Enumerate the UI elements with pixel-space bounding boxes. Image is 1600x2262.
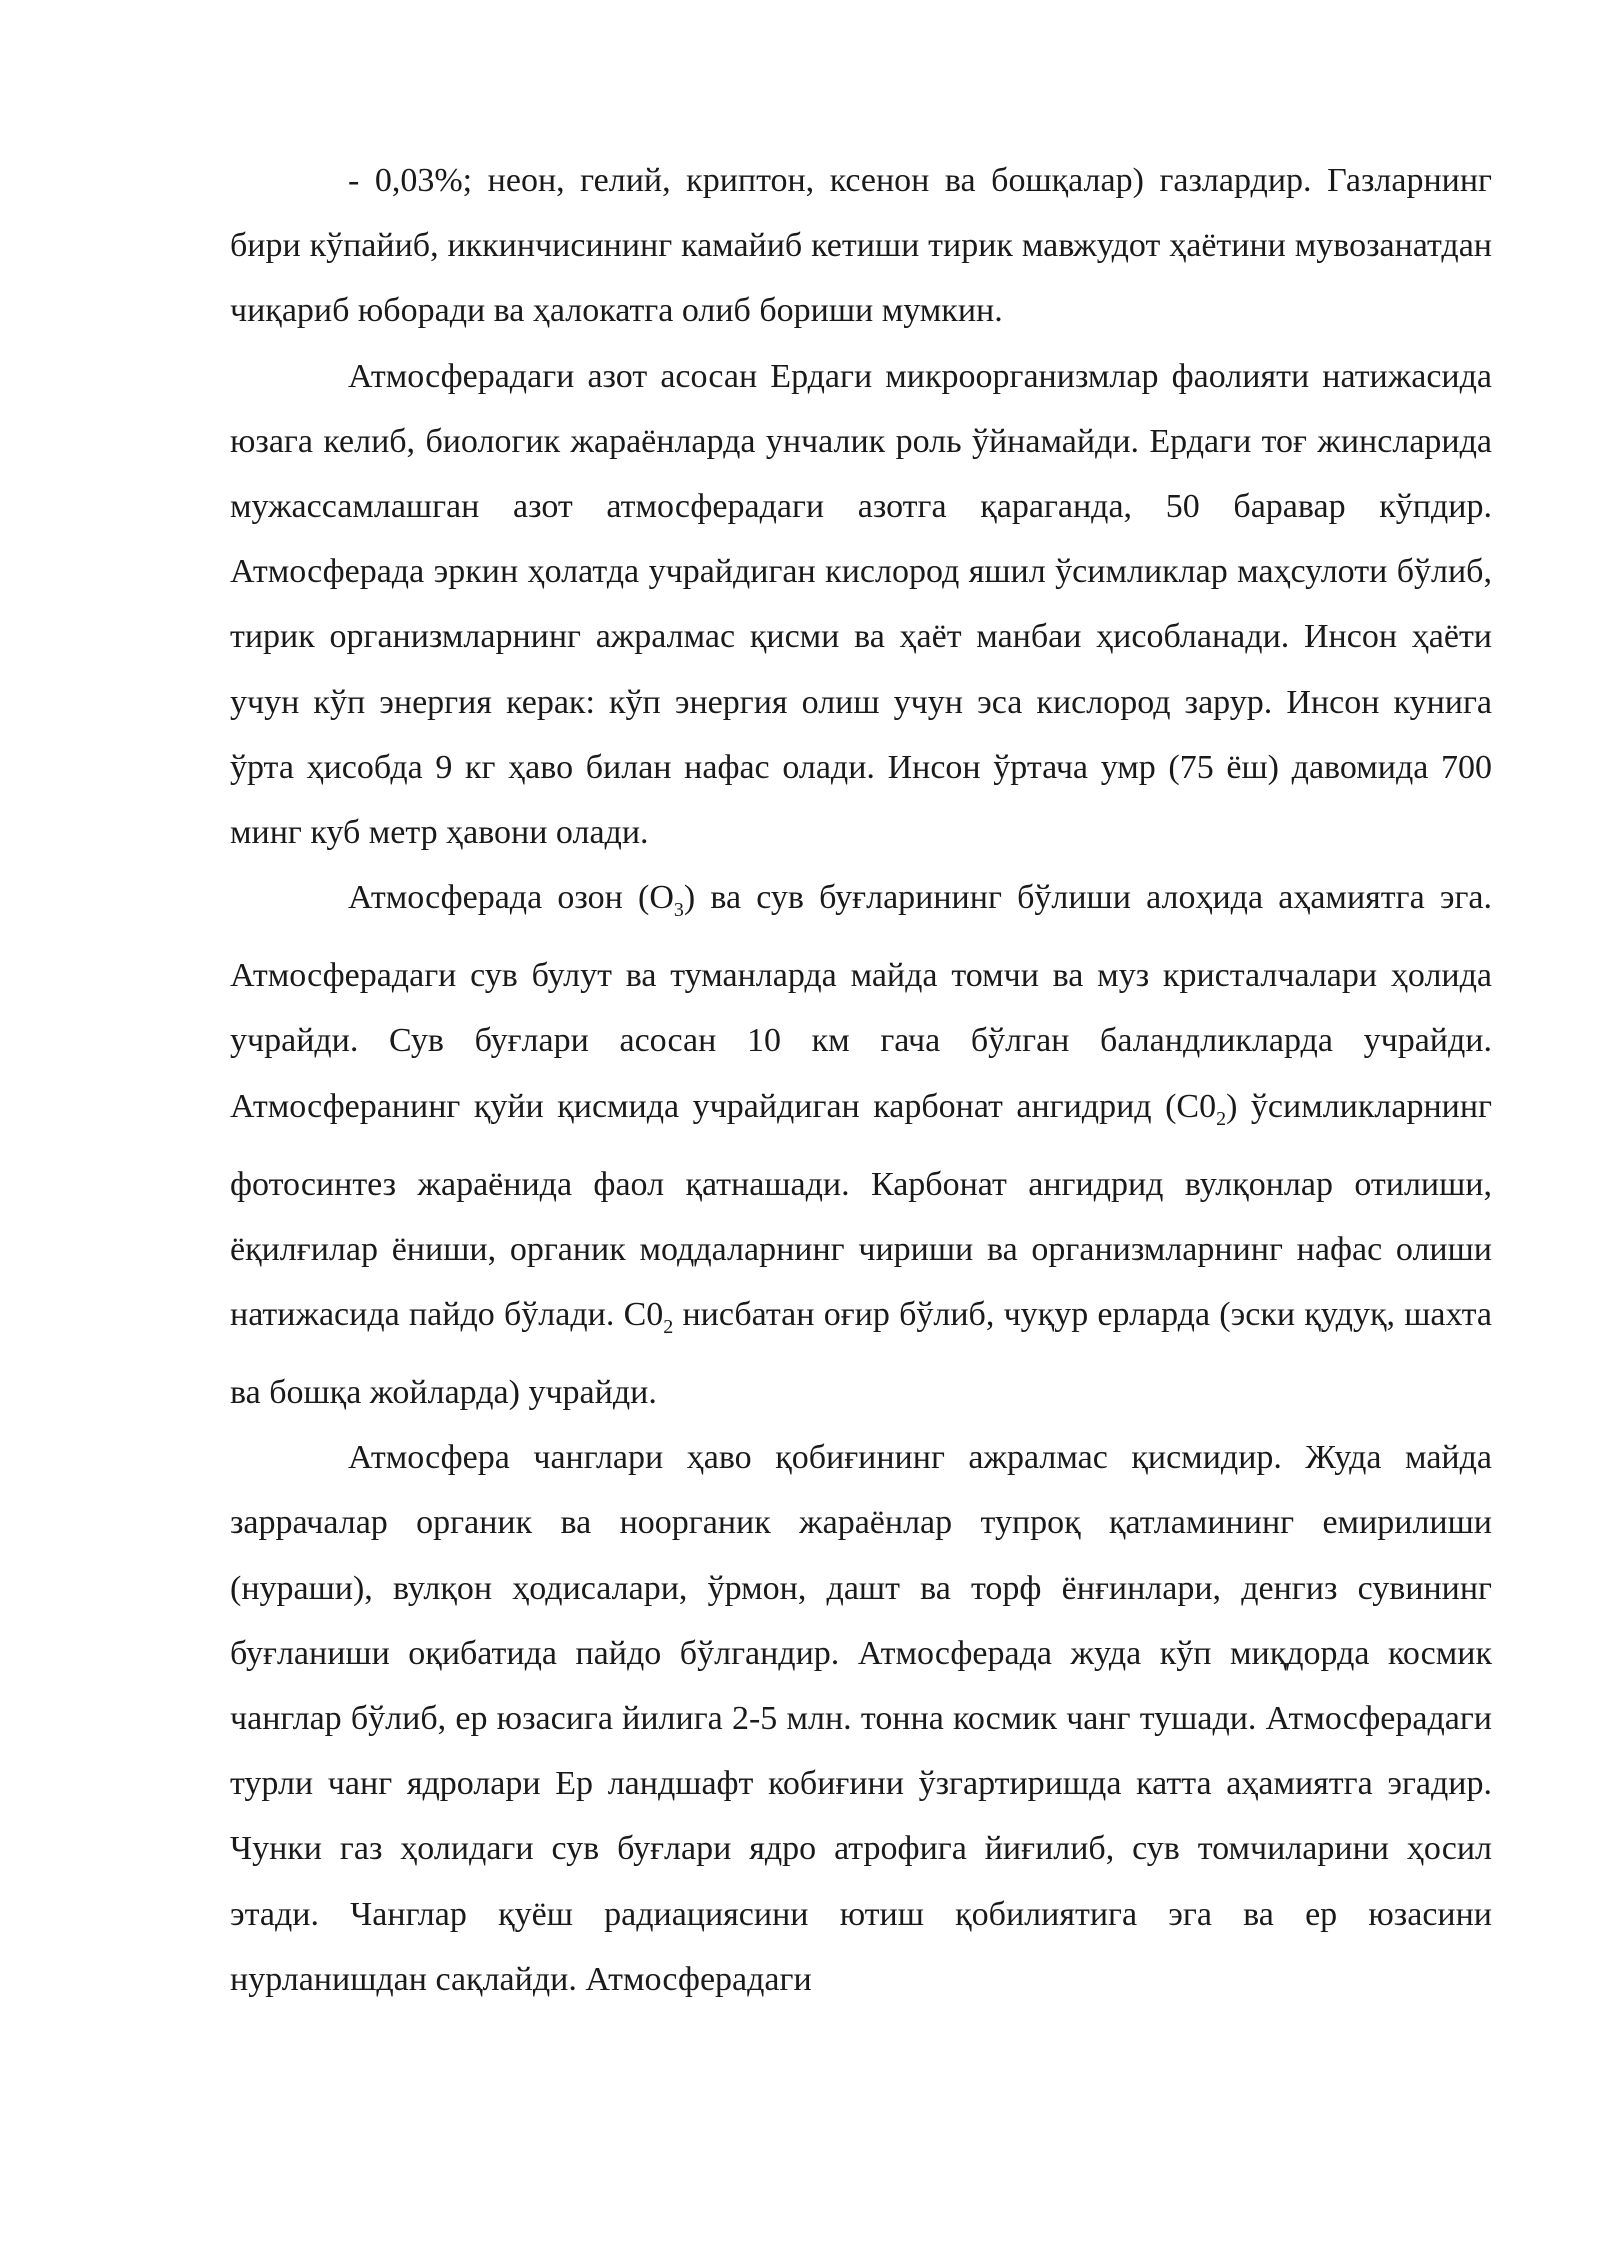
paragraph-nitrogen-oxygen: Атмосферадаги азот асосан Ердаги микроорганизмлар фаолияти натижасида юзага келиб, биологик жараёнларда унчалик роль ўйнамайди. Ердаги тоғ жинсларида мужассамлашган азот атмосферадаги азотга қараганда, 50 баравар кўпдир. Атмосферада эркин ҳолатда учрайдиган кислород яшил ўсимликлар маҳсулоти бўлиб, тирик организмларнинг ажралмас қисми ва ҳаёт манбаи ҳисобланади. Инсон ҳаёти учун кўп энергия керак: кўп энергия олиш учун эса кислород зарур. Инсон кунига ўрта ҳисобда 9 кг ҳаво билан нафас олади. Инсон ўртача умр (75 ёш) давомида 700 минг куб метр ҳавони олади. (230, 357, 1492, 852)
paragraph-text-part: Атмосферада озон (O (348, 879, 674, 917)
document-page (230, 148, 1492, 2012)
subscript-digit: 2 (663, 1315, 674, 1338)
subscript-digit: 2 (1216, 1107, 1227, 1130)
paragraph-text-part: нисбатан оғир бўлиб, чуқур ерларда (эски қудуқ, шахта ва бошқа жойларда) учрайди. (230, 1296, 1492, 1412)
paragraph-gases-continuation: - 0,03%; неон, гелий, криптон, ксенон ва бошқалар) газлардир. Газларнинг бири кўпайиб, иккинчисининг камайиб кетиши тирик мавжудот ҳаётини мувозанатдан чиқариб юборади ва ҳалокатга олиб бориши мумкин. (230, 162, 1492, 330)
paragraph-text-part: ) ва сув буғларининг бўлиши алоҳида аҳамиятга эга. Атмосферадаги сув булут ва туманларда майда томчи ва муз кристалчалари ҳолида учрайди. Сув буғлари асосан 10 км гача бўлган баландликларда учрайди. Атмосферанинг қуйи қисмида учрайдиган карбонат ангидрид (С0 (230, 879, 1492, 1125)
subscript-digit: 3 (673, 899, 684, 922)
paragraph-ozone-water-co2 (230, 865, 1492, 1425)
paragraph-atmospheric-dust: Атмосфера чанглари ҳаво қобиғининг ажралмас қисмидир. Жуда майда заррачалар органик ва ноорганик жараёнлар тупроқ қатламининг емирилиши (нураши), вулқон ҳодисалари, ўрмон, дашт ва торф ёнғинлари, денгиз сувининг буғланиши оқибатида пайдо бўлгандир. Атмосферада жуда кўп миқдорда космик чанглар бўлиб, ер юзасига йилига 2-5 млн. тонна космик чанг тушади. Атмосферадаги турли чанг ядролари Ер ландшафт кобиғини ўзгартиришда катта аҳамиятга эгадир. Чунки газ ҳолидаги сув буғлари ядро атрофига йиғилиб, сув томчиларини ҳосил этади. Чанглар қуёш радиациясини ютиш қобилиятига эга ва ер юзасини нурланишдан сақлайди. Атмосферадаги (230, 1439, 1492, 1998)
paragraph-text-part: ) ўсимликларнинг фотосинтез жараёнида фаол қатнашади. Карбонат ангидрид вулқонлар отилиши, ёқилғилар ёниши, органик моддаларнинг чириши ва организмларнинг нафас олиши натижасида пайдо бўлади. С0 (230, 1087, 1492, 1334)
